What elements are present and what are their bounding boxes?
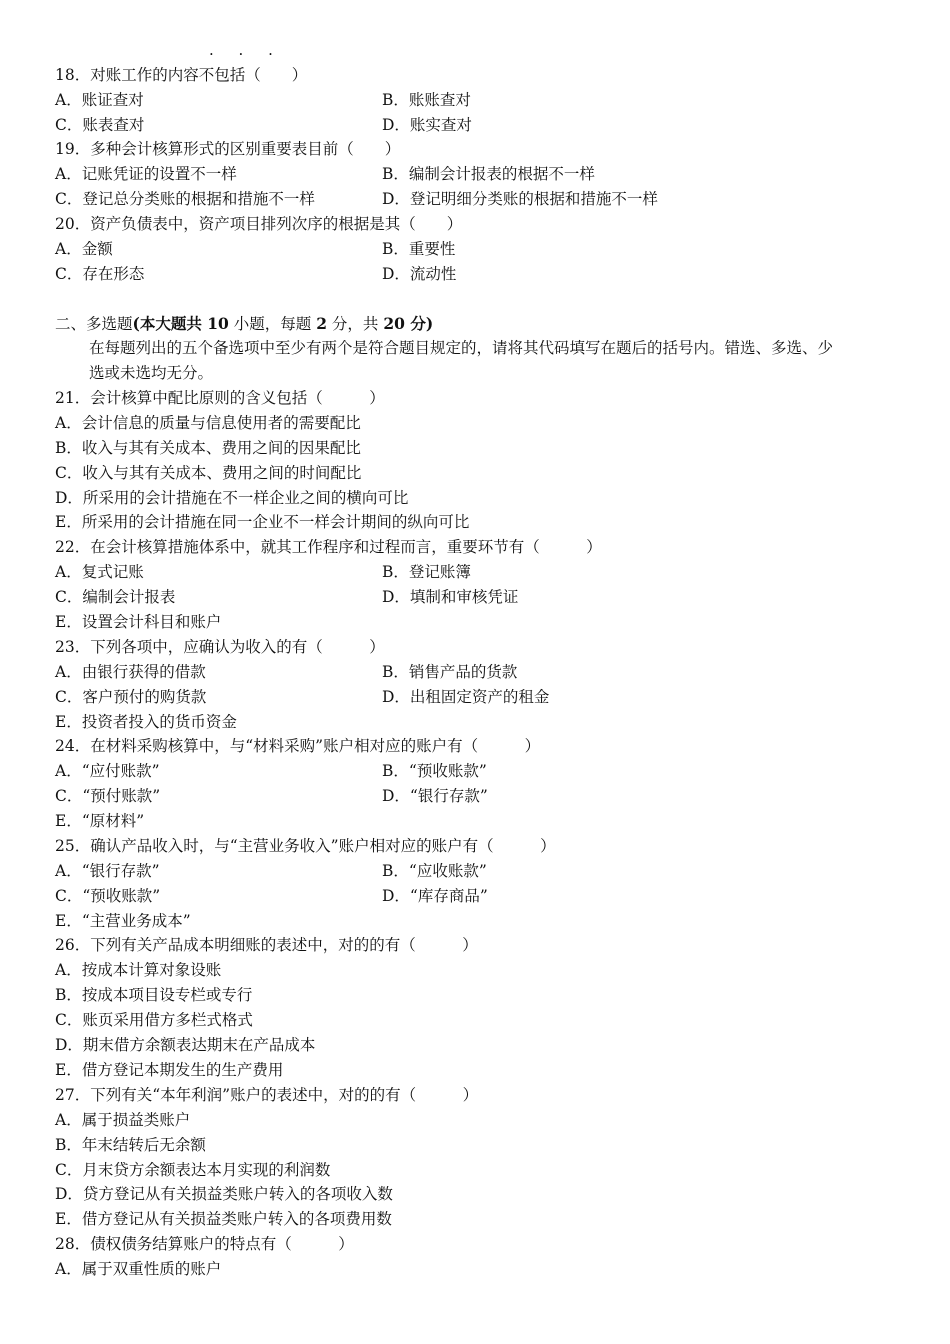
q26-option-a: A．按成本计算对象设账 (55, 961, 222, 979)
q26-option-d: D．期末借方余额表达期末在产品成本 (55, 1036, 316, 1054)
q18-option-d: D．账实查对 (382, 116, 472, 134)
q27-option-a: A．属于损益类账户 (55, 1111, 191, 1129)
emphasis-dots: · · · (209, 45, 283, 63)
q19-option-b: B．编制会计报表的根据不一样 (382, 165, 595, 183)
q26-stem: 26．下列有关产品成本明细账的表述中，对的的有（ ） (55, 936, 478, 954)
q26-option-e: E．借方登记本期发生的生产费用 (55, 1061, 284, 1079)
q26-option-b: B．按成本项目设专栏或专行 (55, 986, 253, 1004)
section-text-2: 分，共 (326, 315, 384, 333)
q22-option-b: B．登记账簿 (382, 563, 471, 581)
q19-option-c: C．登记总分类账的根据和措施不一样 (55, 190, 315, 208)
q28-stem: 28．债权债务结算账户的特点有（ ） (55, 1235, 354, 1253)
q26-option-c: C．账页采用借方多栏式格式 (55, 1011, 253, 1029)
q23-stem: 23．下列各项中，应确认为收入的有（ ） (55, 638, 385, 656)
q22-option-d: D．填制和审核凭证 (382, 588, 519, 606)
q27-stem: 27．下列有关“本年利润”账户的表述中，对的的有（ ） (55, 1086, 479, 1104)
q23-option-d: D．出租固定资产的租金 (382, 688, 550, 706)
q18-stem: 18．对账工作的内容不包括（ ） (55, 66, 308, 84)
q22-option-e: E．设置会计科目和账户 (55, 613, 222, 631)
section-paren-close: 分) (404, 314, 434, 333)
q21-option-e: E．所采用的会计措施在同一企业不一样会计期间的纵向可比 (55, 513, 470, 531)
q23-option-a: A．由银行获得的借款 (55, 663, 206, 681)
q21-stem: 21．会计核算中配比原则的含义包括（ ） (55, 389, 385, 407)
q20-option-b: B．重要性 (382, 240, 456, 258)
section-item-count: 10 (207, 314, 229, 333)
q18-option-a: A．账证查对 (55, 91, 144, 109)
q24-option-b: B．“预收账款” (382, 762, 487, 780)
q23-option-e: E．投资者投入的货币资金 (55, 713, 237, 731)
q23-option-c: C．客户预付的购货款 (55, 688, 207, 706)
q27-option-d: D．贷方登记从有关损益类账户转入的各项收入数 (55, 1185, 393, 1203)
section-title: 二、多选题 (55, 315, 133, 333)
section-instructions-line2: 选或未选均无分。 (89, 364, 214, 382)
q20-option-c: C．存在形态 (55, 265, 145, 283)
q25-option-a: A．“银行存款” (55, 862, 160, 880)
section-paren-open: (本大题共 (132, 314, 208, 333)
q19-stem: 19．多种会计核算形式的区别重要表目前（ ） (55, 140, 401, 158)
q24-option-d: D．“银行存款” (382, 787, 488, 805)
q22-stem: 22．在会计核算措施体系中，就其工作程序和过程而言，重要环节有（ ） (55, 538, 602, 556)
q24-option-c: C．“预付账款” (55, 787, 161, 805)
q22-option-a: A．复式记账 (55, 563, 144, 581)
section-text-1: 小题，每题 (228, 315, 317, 333)
q27-option-e: E．借方登记从有关损益类账户转入的各项费用数 (55, 1210, 392, 1228)
section-instructions-line1: 在每题列出的五个备选项中至少有两个是符合题目规定的，请将其代码填写在题后的括号内。错选、多选、少 (89, 339, 834, 357)
q24-option-e: E．“原材料” (55, 812, 145, 830)
q21-option-d: D．所采用的会计措施在不一样企业之间的横向可比 (55, 489, 409, 507)
section-total-score: 20 (383, 314, 405, 333)
q25-stem: 25．确认产品收入时，与“主营业务收入”账户相对应的账户有（ ） (55, 837, 556, 855)
q18-option-b: B．账账查对 (382, 91, 471, 109)
q24-stem: 24．在材料采购核算中，与“材料采购”账户相对应的账户有（ ） (55, 737, 541, 755)
q21-option-c: C．收入与其有关成本、费用之间的时间配比 (55, 464, 362, 482)
q25-option-c: C．“预收账款” (55, 887, 161, 905)
q21-option-a: A．会计信息的质量与信息使用者的需要配比 (55, 414, 361, 432)
q20-option-d: D．流动性 (382, 265, 457, 283)
q25-option-b: B．“应收账款” (382, 862, 487, 880)
q23-option-b: B．销售产品的货款 (382, 663, 518, 681)
q27-option-b: B．年末结转后无余额 (55, 1136, 206, 1154)
section-per-score: 2 (316, 314, 327, 333)
q19-option-a: A．记账凭证的设置不一样 (55, 165, 237, 183)
section-heading (55, 311, 433, 336)
q21-option-b: B．收入与其有关成本、费用之间的因果配比 (55, 439, 361, 457)
q25-option-e: E．“主营业务成本” (55, 912, 191, 930)
q20-option-a: A．金额 (55, 240, 113, 258)
q25-option-d: D．“库存商品” (382, 887, 488, 905)
q19-option-d: D．登记明细分类账的根据和措施不一样 (382, 190, 658, 208)
q22-option-c: C．编制会计报表 (55, 588, 176, 606)
q27-option-c: C．月末贷方余额表达本月实现的利润数 (55, 1161, 331, 1179)
q24-option-a: A．“应付账款” (55, 762, 160, 780)
q28-option-a: A．属于双重性质的账户 (55, 1260, 222, 1278)
q18-option-c: C．账表查对 (55, 116, 145, 134)
q20-stem: 20．资产负债表中，资产项目排列次序的根据是其（ ） (55, 215, 463, 233)
